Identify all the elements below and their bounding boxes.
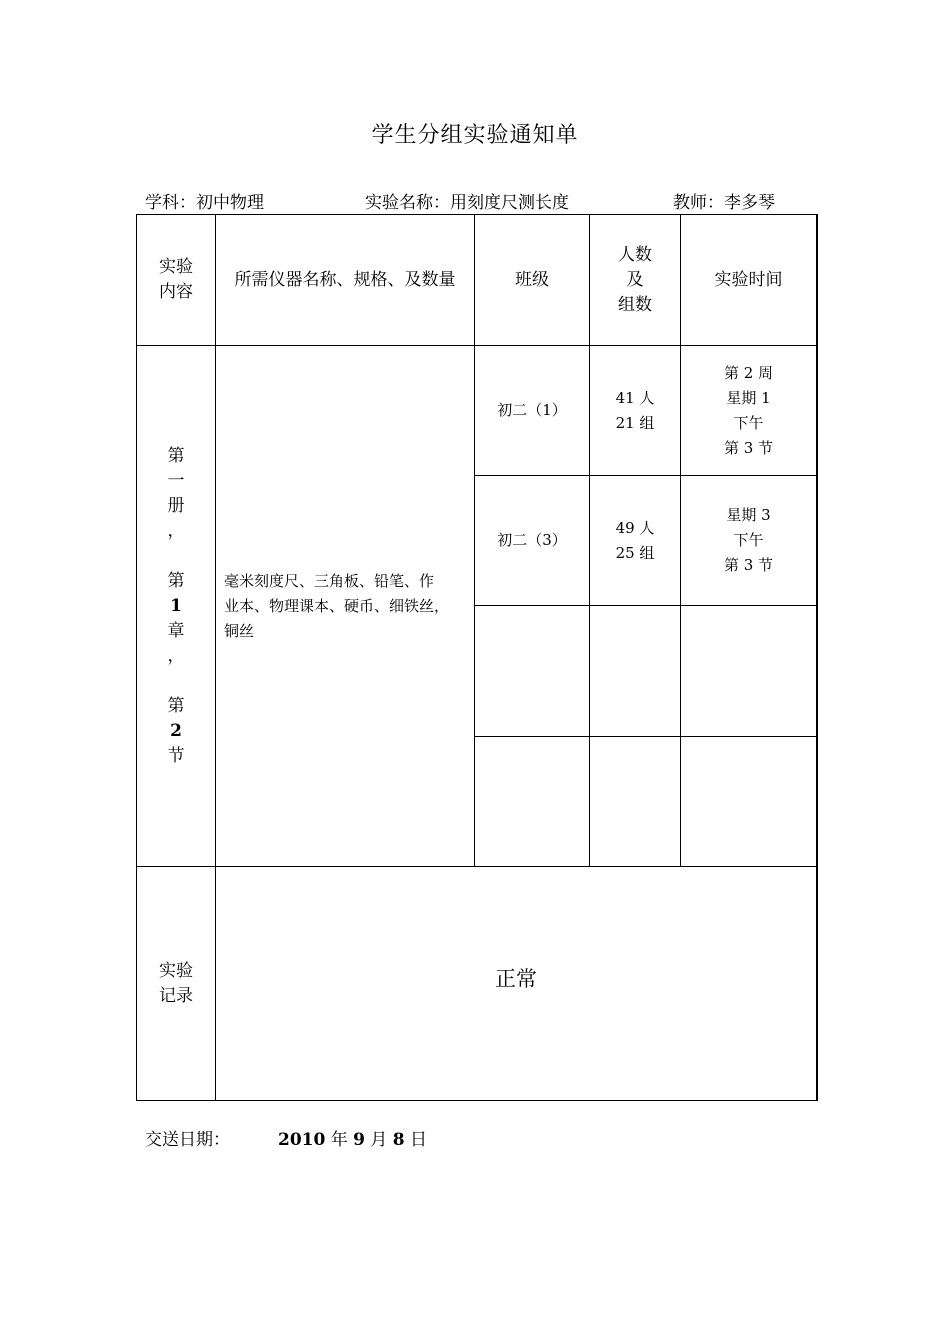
- date-month-unit: 月: [370, 1130, 388, 1150]
- subject-label: 学科：初中物理: [145, 193, 264, 213]
- equipment-line: 毫米刻度尺、三角板、铅笔、作: [224, 571, 435, 590]
- table-border-right: [816, 214, 818, 1101]
- row1-count-line: 41 人: [615, 388, 655, 407]
- chapter-char: 1: [170, 595, 182, 616]
- date-value: [278, 1125, 427, 1150]
- chapter-char: 2: [170, 720, 182, 741]
- page-title: 学生分组实验通知单: [371, 123, 579, 148]
- row2-time-line: 星期 3: [726, 506, 771, 524]
- table-rule-row2: [474, 605, 818, 606]
- header-content: [137, 215, 215, 345]
- row2-count-line: 25 组: [615, 543, 655, 562]
- experiment-name-label: 实验名称：用刻度尺测长度: [365, 193, 569, 213]
- date-year-unit: 年: [330, 1130, 348, 1150]
- row2-class: 初二（3）: [497, 531, 567, 549]
- row2-count-line: 49 人: [615, 518, 655, 537]
- header-count: [590, 215, 680, 345]
- equipment-cell: [224, 346, 470, 866]
- row2-time-line: 第 3 节: [723, 556, 774, 574]
- row1-time-line: 第 3 节: [723, 438, 774, 457]
- chapter-char: 章: [167, 620, 185, 641]
- header-equipment: 所需仪器名称、规格、及数量: [234, 269, 456, 290]
- header-time: 实验时间: [714, 269, 783, 290]
- row1-count-line: 21 组: [615, 413, 655, 432]
- row1-time-line: 星期 1: [726, 388, 771, 407]
- record-label: [137, 867, 215, 1100]
- equipment-line: 铜丝: [224, 621, 255, 640]
- row2-time-line: 下午: [733, 531, 764, 549]
- row1-time-line: 下午: [733, 413, 764, 432]
- date-month: 9: [353, 1130, 365, 1150]
- chapter-char: ，: [167, 520, 185, 541]
- row2-time: [681, 476, 816, 605]
- date-day-unit: 日: [410, 1130, 428, 1150]
- row2-count: [590, 476, 680, 605]
- table-rule-row3: [474, 736, 818, 737]
- chapter-char: 节: [167, 745, 185, 766]
- date-label: 交送日期：: [145, 1130, 230, 1150]
- record-value: 正常: [495, 967, 537, 991]
- header-count-line: 人数: [618, 244, 652, 265]
- date-day: 8: [392, 1130, 405, 1150]
- header-content-line: 内容: [159, 282, 193, 302]
- row1-time: [681, 346, 816, 475]
- row1-class: 初二（1）: [497, 401, 567, 419]
- chapter-char: 册: [167, 495, 185, 516]
- record-label-line: 记录: [159, 985, 193, 1006]
- header-count-line: 及: [626, 269, 644, 290]
- chapter-char: 第: [167, 695, 185, 716]
- chapter-cell: [137, 346, 215, 866]
- chapter-char: 第: [167, 445, 185, 466]
- chapter-char: 一: [167, 470, 185, 491]
- header-class: 班级: [515, 269, 549, 290]
- row1-count: [590, 346, 680, 475]
- header-count-line: 组数: [618, 294, 652, 315]
- chapter-char: 第: [167, 570, 185, 591]
- equipment-line: 业本、物理课本、硬币、细铁丝，: [224, 596, 450, 615]
- teacher-label: 教师：李多琴: [673, 193, 775, 213]
- row1-time-line: 第 2 周: [723, 363, 774, 382]
- date-year: 2010: [278, 1130, 326, 1150]
- header-content-line: 实验: [159, 257, 193, 277]
- chapter-char: ，: [167, 645, 185, 666]
- table-border-bottom: [136, 1100, 818, 1101]
- record-label-line: 实验: [159, 960, 193, 981]
